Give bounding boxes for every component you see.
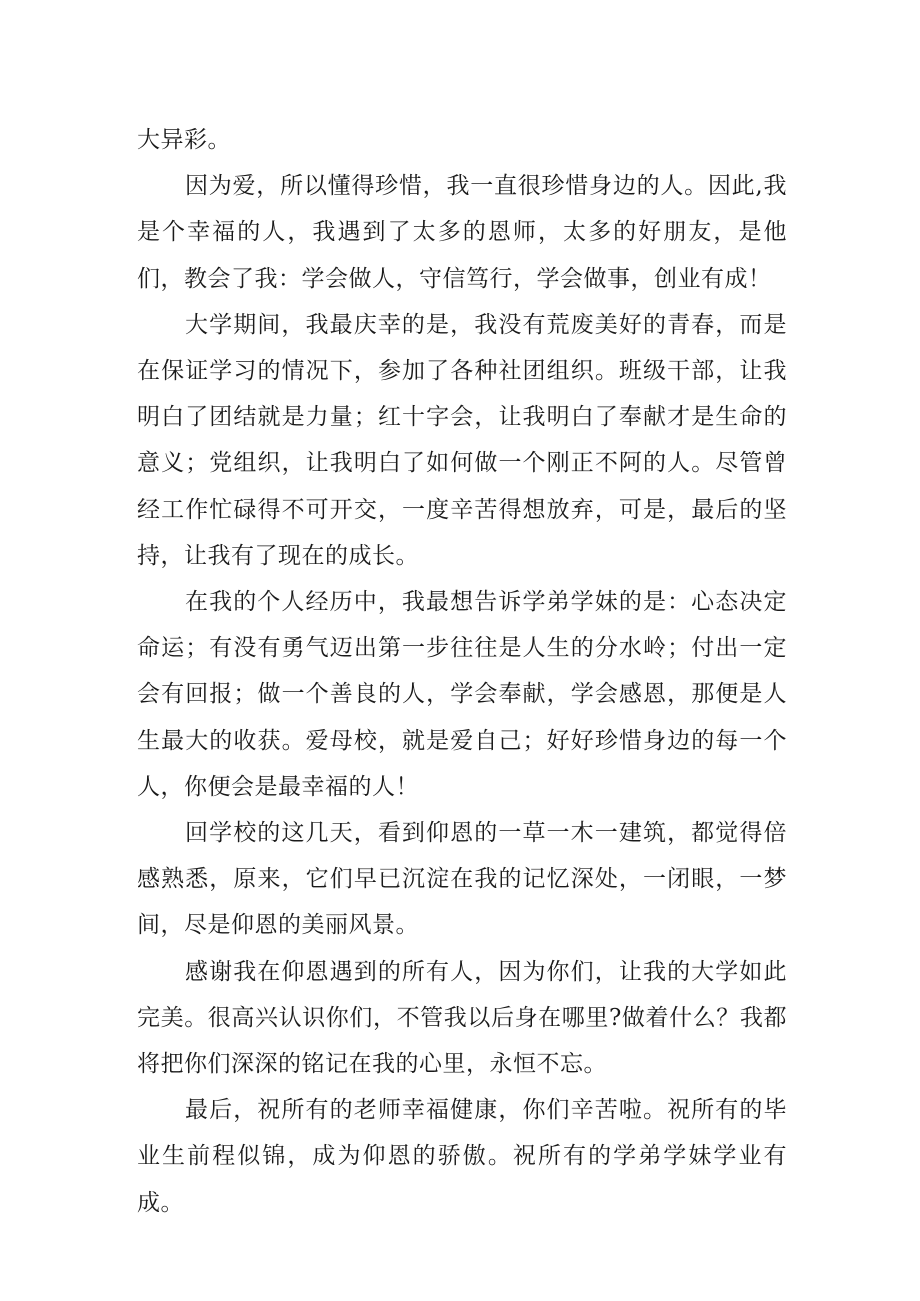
paragraph-6: 感谢我在仰恩遇到的所有人，因为你们，让我的大学如此完美。很高兴认识你们，不管我以后身在哪里?做着什么？我都将把你们深深的铭记在我的心里，永恒不忘。 <box>137 958 787 1078</box>
paragraph-2: 因为爱，所以懂得珍惜，我一直很珍惜身边的人。因此,我是个幸福的人，我遇到了太多的恩师，太多的好朋友，是他们，教会了我：学会做人，守信笃行，学会做事，创业有成！ <box>137 173 787 292</box>
paragraph-3: 大学期间，我最庆幸的是，我没有荒废美好的青春，而是在保证学习的情况下，参加了各种社团组织。班级干部，让我明白了团结就是力量；红十字会，让我明白了奉献才是生命的意义；党组织，让我明白了如何做一个刚正不阿的人。尽管曾经工作忙碌得不可开交，一度辛苦得想放弃，可是，最后的坚持，让我有了现在的成长。 <box>137 311 787 569</box>
paragraph-4: 在我的个人经历中，我最想告诉学弟学妹的是：心态决定命运；有没有勇气迈出第一步往往是人生的分水岭；付出一定会有回报；做一个善良的人，学会奉献，学会感恩，那便是人生最大的收获。爱母校，就是爱自己；好好珍惜身边的每一个人，你便会是最幸福的人！ <box>137 589 787 800</box>
paragraph-1: 大异彩。 <box>137 127 231 153</box>
document-body <box>137 117 787 1226</box>
paragraph-7: 最后，祝所有的老师幸福健康，你们辛苦啦。祝所有的毕业生前程似锦，成为仰恩的骄傲。祝所有的学弟学妹学业有成。 <box>137 1097 787 1216</box>
paragraph-5: 回学校的这几天，看到仰恩的一草一木一建筑，都觉得倍感熟悉，原来，它们早已沉淀在我的记忆深处，一闭眼，一梦间，尽是仰恩的美丽风景。 <box>137 820 787 939</box>
